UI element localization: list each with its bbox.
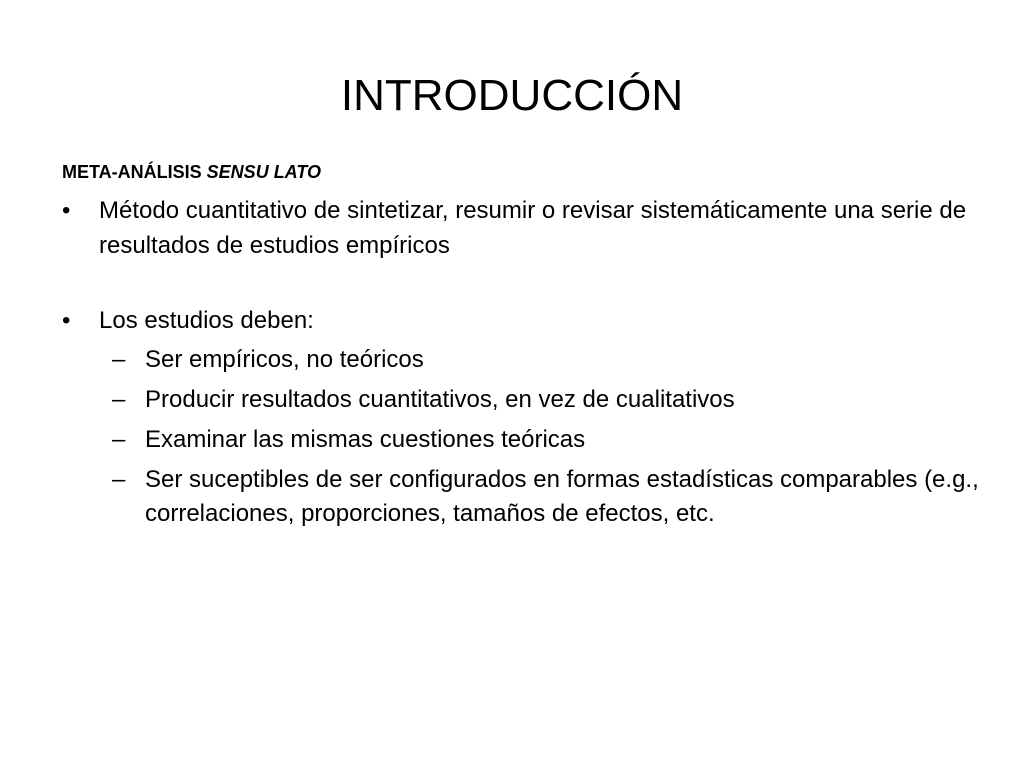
- subheading-italic-text: SENSU LATO: [206, 162, 322, 182]
- sub-bullet-text: Ser empíricos, no teóricos: [145, 346, 424, 373]
- sub-bullet-text: Ser suceptibles de ser configurados en formas estadísticas comparables (e.g., correlaciones, proporciones, tamaños de efectos, etc.: [145, 466, 979, 527]
- bullet-item-definition: [62, 193, 982, 263]
- sub-bullet-text: Producir resultados cuantitativos, en vez de cualitativos: [145, 386, 735, 413]
- sub-bullet-text: Examinar las mismas cuestiones teóricas: [145, 426, 586, 453]
- dash-marker: –: [112, 466, 126, 493]
- bullet-item-requirements: [62, 303, 982, 338]
- section-subheading: [62, 160, 321, 184]
- bullet-text: Método cuantitativo de sintetizar, resumir o revisar sistemáticamente una serie de resultados de estudios empíricos: [99, 197, 967, 259]
- sub-bullet-item: [62, 463, 982, 531]
- sub-bullet-item: [62, 343, 982, 377]
- subheading-bold-text: META-ANÁLISIS: [62, 162, 207, 182]
- bullet-marker: •: [62, 307, 71, 334]
- dash-marker: –: [112, 386, 126, 413]
- spacer: [62, 263, 982, 303]
- sub-bullet-item: [62, 383, 982, 417]
- slide-body: [62, 193, 982, 531]
- bullet-text: Los estudios deben:: [99, 307, 314, 334]
- slide-title: INTRODUCCIÓN: [340, 71, 684, 120]
- sub-bullet-item: [62, 423, 982, 457]
- bullet-marker: •: [62, 197, 71, 224]
- dash-marker: –: [112, 346, 126, 373]
- dash-marker: –: [112, 426, 126, 453]
